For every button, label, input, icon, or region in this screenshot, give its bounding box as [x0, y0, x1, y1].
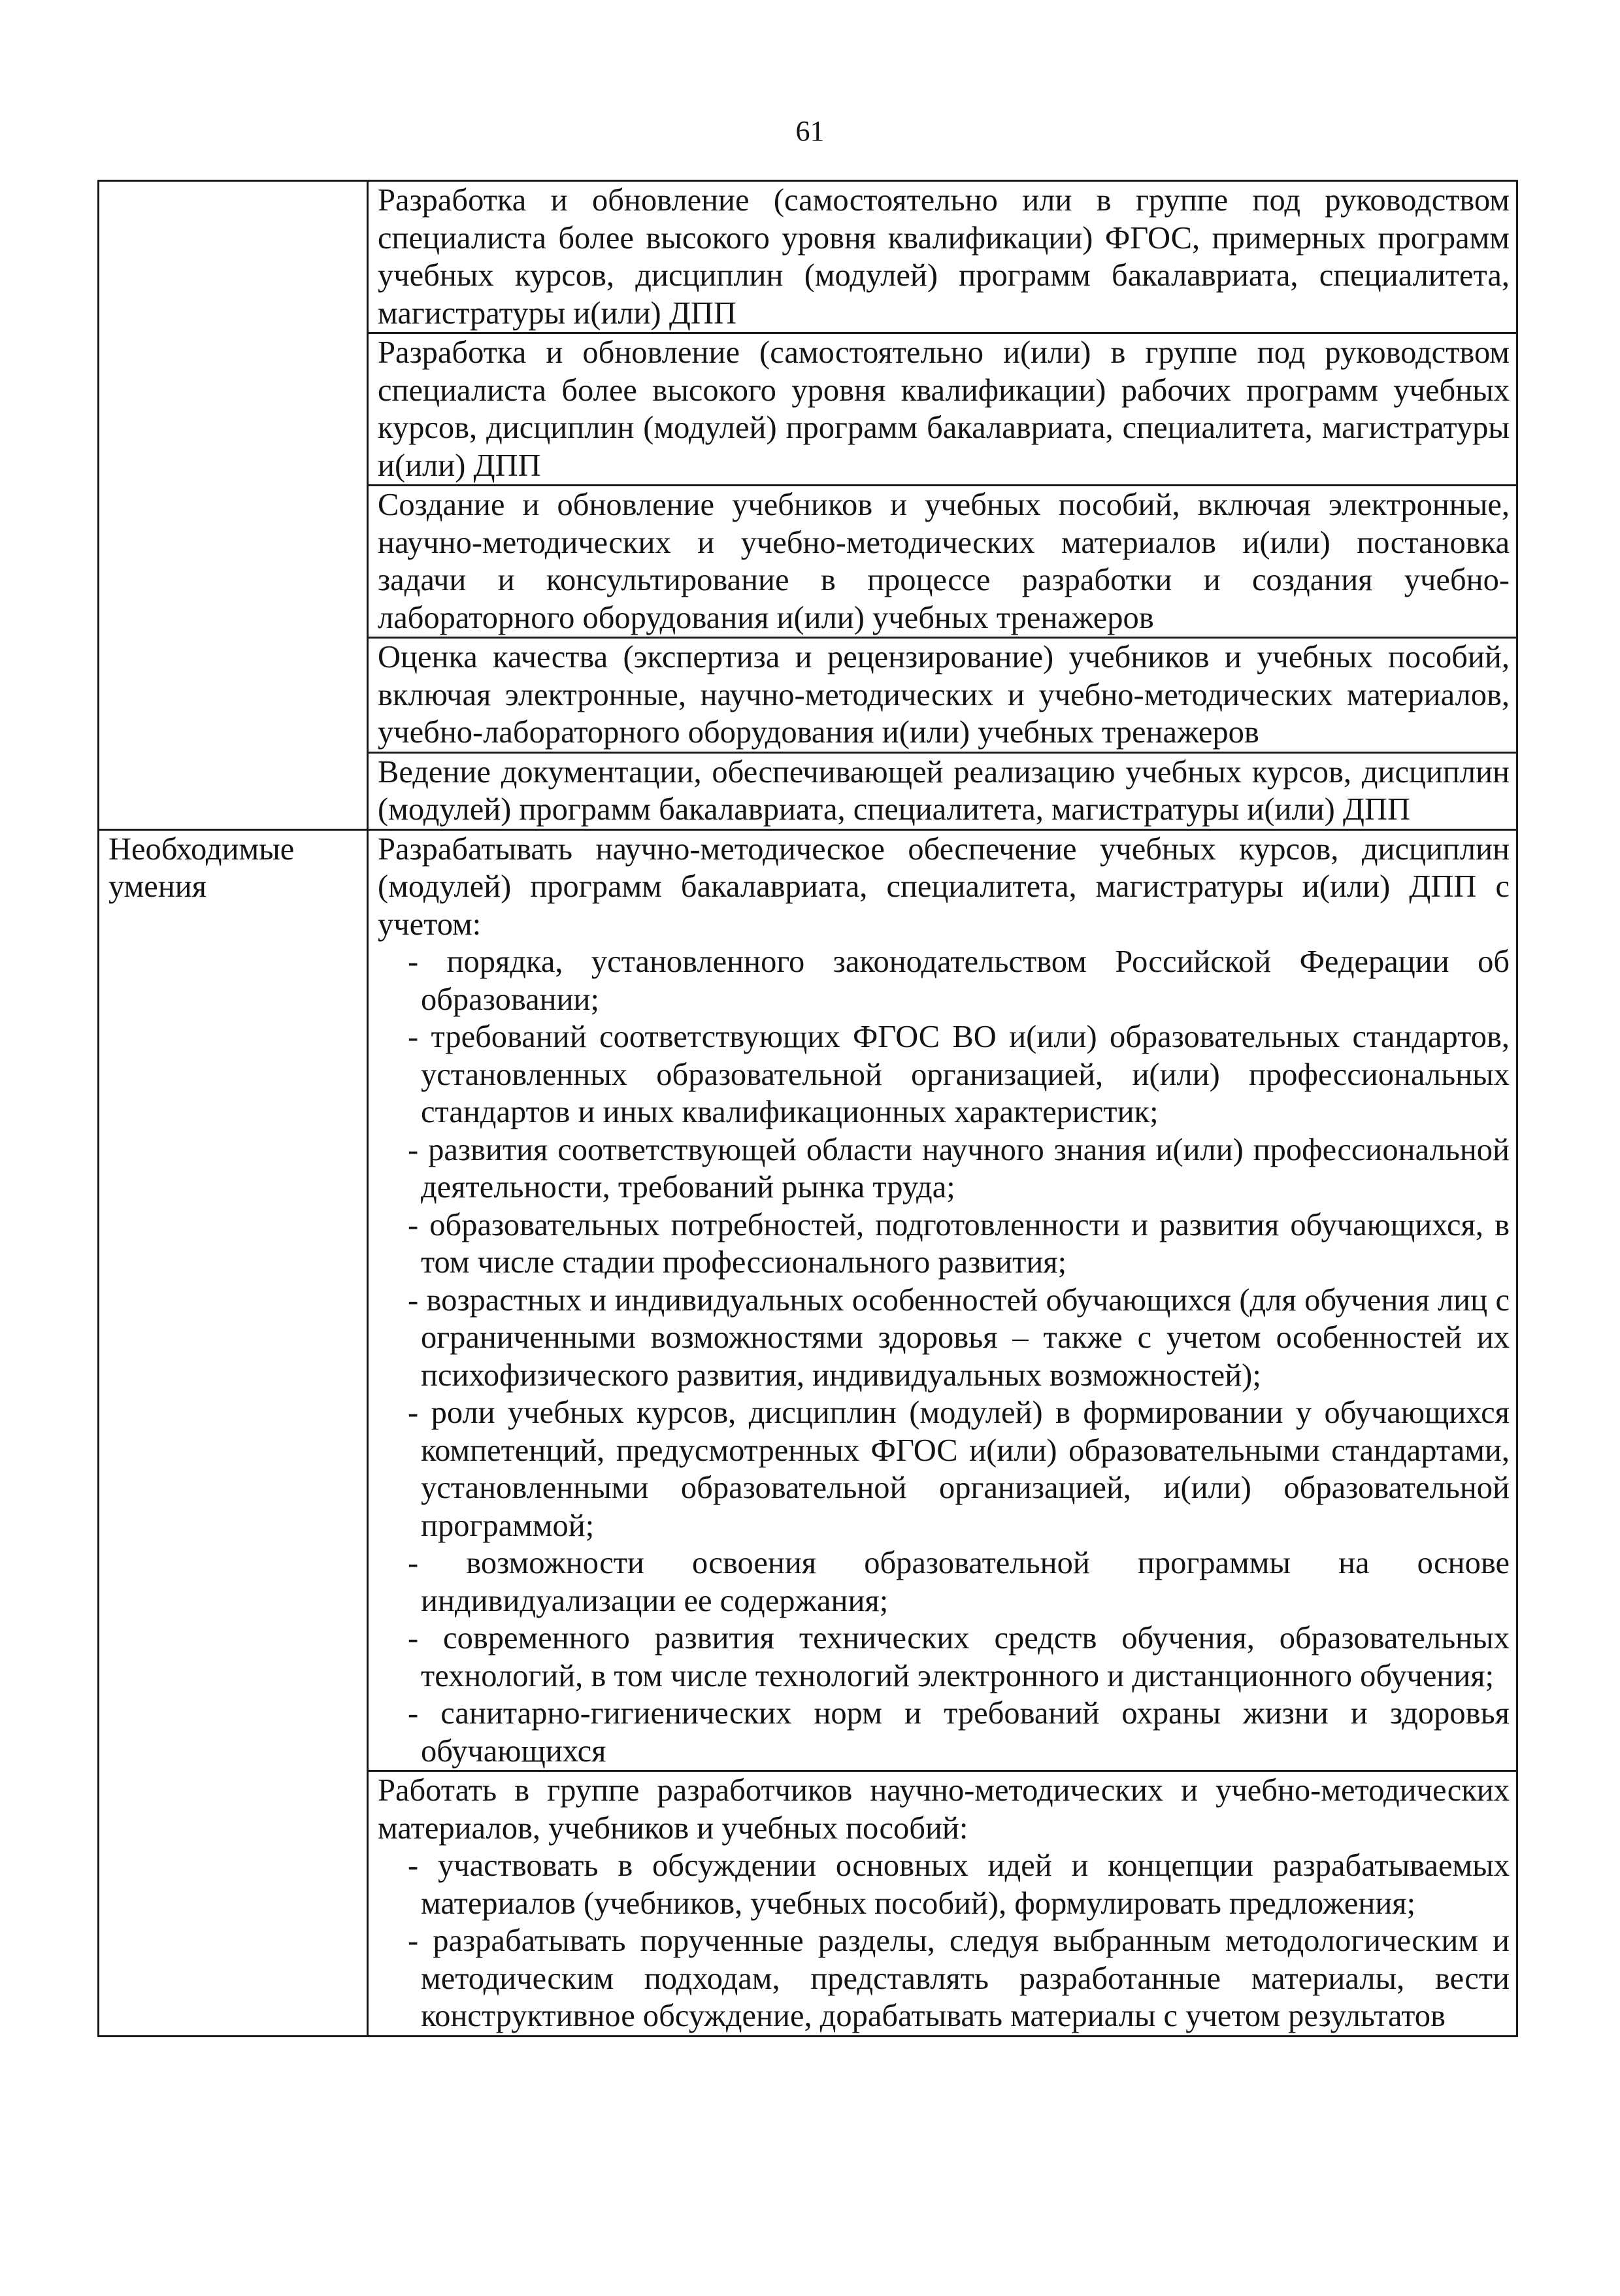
activity-cell: Разработка и обновление (самостоятельно или в группе под руководством специалиста более высокого уровня квалификации) ФГОС, примерных программ учебных курсов, дисциплин (модулей) программ бакалавриата, специалитета, магистратуры и(или) ДПП	[368, 181, 1517, 333]
list-item: - возможности освоения образовательной программы на основе индивидуализации ее содержания;	[408, 1546, 1510, 1618]
competency-table	[97, 180, 1518, 2037]
label-cell-skills: Необходимые умения	[99, 829, 368, 2036]
list-item: - разрабатывать порученные разделы, следуя выбранным методологическим и методическим подходам, представлять разработанные материалы, вести конструктивное обсуждение, дорабатывать материалы с учетом результатов	[408, 1923, 1510, 2033]
list-item: - образовательных потребностей, подготовленности и развития обучающихся, в том числе стадии профессионального развития;	[408, 1207, 1510, 1280]
list-item: - санитарно-гигиенических норм и требований охраны жизни и здоровья обучающихся	[408, 1696, 1510, 1769]
page-number: 61	[795, 115, 825, 147]
label-cell-empty	[99, 181, 368, 830]
list-item: - развития соответствующей области научного знания и(или) профессиональной деятельности, требований рынка труда;	[408, 1132, 1510, 1205]
list-item: - требований соответствующих ФГОС ВО и(или) образовательных стандартов, установленных образовательной организацией, и(или) профессиональных стандартов и иных квалификационных характеристик;	[408, 1020, 1510, 1129]
list-item: - роли учебных курсов, дисциплин (модулей) в формировании у обучающихся компетенций, предусмотренных ФГОС и(или) образовательными стандартами, установленными образовательной организацией, и(или) образовательной программой;	[408, 1395, 1510, 1543]
activity-cell: Создание и обновление учебников и учебных пособий, включая электронные, научно-методических и учебно-методических материалов и(или) постановка задачи и консультирование в процессе разработки и создания учебно-лабораторного оборудования и(или) учебных тренажеров	[368, 486, 1517, 638]
activity-cell: Оценка качества (экспертиза и рецензирование) учебников и учебных пособий, включая электронные, научно-методических и учебно-методических материалов, учебно-лабораторного оборудования и(или) учебных тренажеров	[368, 638, 1517, 753]
skill-cell	[368, 829, 1517, 1771]
activity-cell: Разработка и обновление (самостоятельно и(или) в группе под руководством специалиста более высокого уровня квалификации) рабочих программ учебных курсов, дисциплин (модулей) программ бакалавриата, специалитета, магистратуры и(или) ДПП	[368, 333, 1517, 486]
skill-intro: Работать в группе разработчиков научно-методических и учебно-методических материалов, учебников и учебных пособий:	[378, 1773, 1510, 1846]
activity-cell: Ведение документации, обеспечивающей реализацию учебных курсов, дисциплин (модулей) программ бакалавриата, специалитета, магистратуры и(или) ДПП	[368, 752, 1517, 829]
skill-intro: Разрабатывать научно-методическое обеспечение учебных курсов, дисциплин (модулей) программ бакалавриата, специалитета, магистратуры и(или) ДПП с учетом:	[378, 831, 1510, 942]
list-item: - возрастных и индивидуальных особенностей обучающихся (для обучения лиц с ограниченными возможностями здоровья – также с учетом особенностей их психофизического развития, индивидуальных возможностей);	[408, 1282, 1510, 1393]
list-item: - порядка, установленного законодательством Российской Федерации об образовании;	[408, 944, 1510, 1017]
table-row	[99, 829, 1517, 1771]
list-item: - участвовать в обсуждении основных идей и концепции разрабатываемых материалов (учебников, учебных пособий), формулировать предложения;	[408, 1848, 1510, 1921]
table-row	[99, 181, 1517, 333]
list-item: - современного развития технических средств обучения, образовательных технологий, в том числе технологий электронного и дистанционного обучения;	[408, 1621, 1510, 1693]
skill-cell	[368, 1771, 1517, 2037]
